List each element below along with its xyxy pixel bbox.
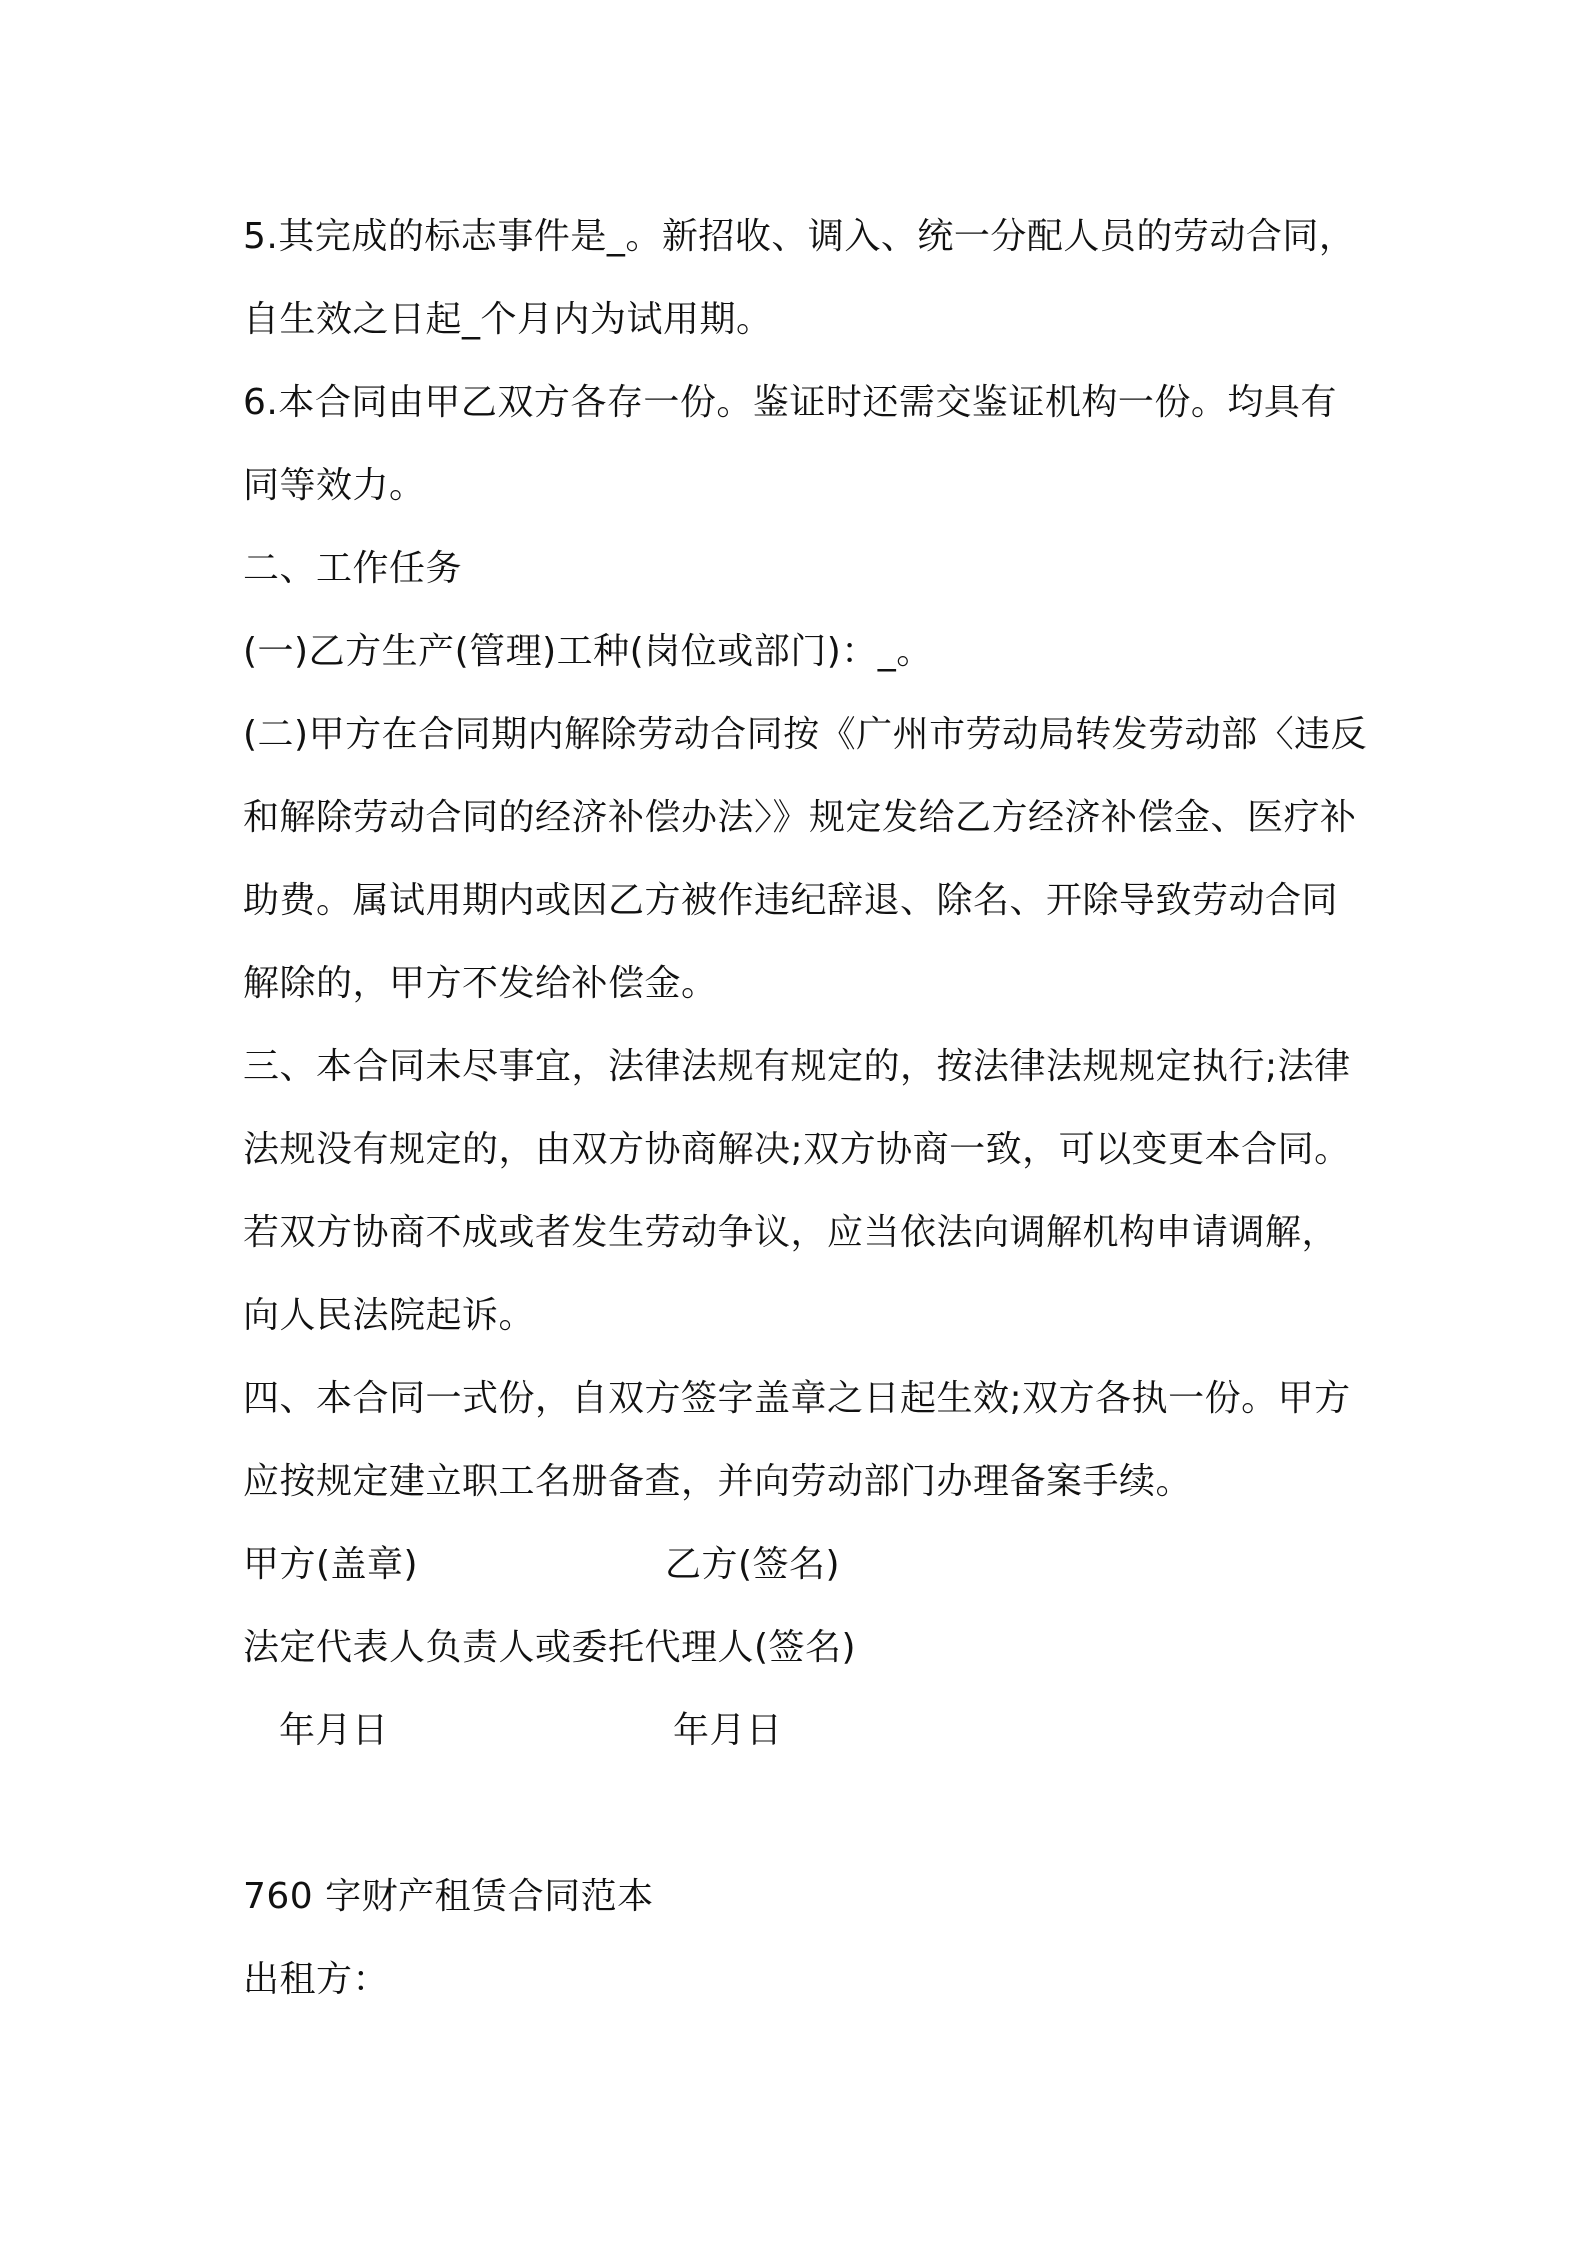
- date-party-b: 年月日: [673, 1710, 783, 1751]
- party-b-signature-label: 乙方(签名): [665, 1544, 841, 1585]
- section-heading-work-tasks: 二、工作任务: [243, 548, 463, 589]
- representative-label: 法定代表人负责人或委托代理人(签名): [243, 1627, 857, 1668]
- date-party-a: 年月日: [279, 1710, 389, 1751]
- party-a-seal-label: 甲方(盖章): [243, 1544, 419, 1585]
- document-body: [243, 195, 1373, 2021]
- date-row: [243, 1689, 1373, 1772]
- lessor-label: 出租方：: [243, 1959, 390, 2000]
- signature-row: [243, 1523, 1373, 1606]
- paragraph-compensation: (二)甲方在合同期内解除劳动合同按《广州市劳动局转发劳动部〈违反和解除劳动合同的经济补偿办法〉》规定发给乙方经济补偿金、医疗补助费。属试用期内或因乙方被作违纪辞退、除名、开除导致劳动合同解除的，甲方不发给补偿金。: [243, 714, 1368, 1004]
- paragraph-copies: 四、本合同一式份，自双方签字盖章之日起生效;双方各执一份。甲方应按规定建立职工名册备查，并向劳动部门办理备案手续。: [243, 1378, 1351, 1502]
- blank-spacer: [243, 1772, 1373, 1855]
- next-section-title: 760 字财产租赁合同范本: [243, 1876, 654, 1917]
- paragraph-unresolved-matters: 三、本合同未尽事宜，法律法规有规定的，按法律法规规定执行;法律法规没有规定的，由双方协商解决;双方协商一致，可以变更本合同。若双方协商不成或者发生劳动争议，应当依法向调解机构申请调解，向人民法院起诉。: [243, 1046, 1351, 1336]
- paragraph-6: 6.本合同由甲乙双方各存一份。鉴证时还需交鉴证机构一份。均具有同等效力。: [243, 382, 1337, 506]
- paragraph-5: 5.其完成的标志事件是_。新招收、调入、统一分配人员的劳动合同，自生效之日起_个月内为试用期。: [243, 216, 1356, 340]
- paragraph-job-type: (一)乙方生产(管理)工种(岗位或部门)：_。: [243, 631, 933, 672]
